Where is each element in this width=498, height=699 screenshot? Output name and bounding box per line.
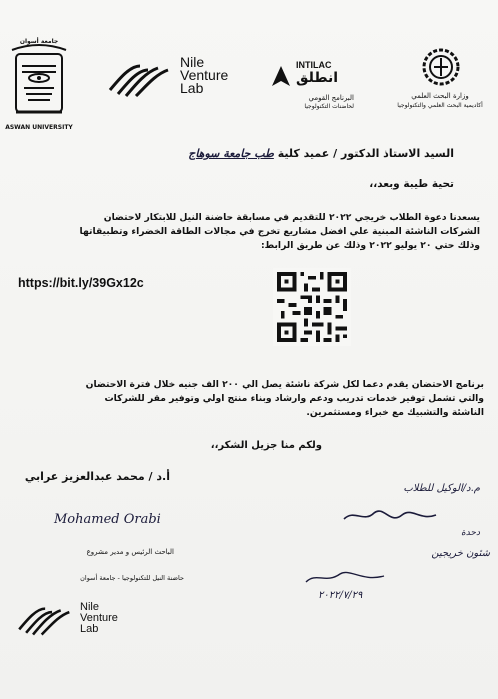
annotation-note-3: شئون خريجين bbox=[431, 548, 490, 559]
qr-code-icon[interactable] bbox=[272, 268, 352, 346]
footer-nvl-line3: Lab bbox=[80, 623, 99, 635]
annotation-note-1: م.د/الوكيل للطلاب bbox=[403, 483, 480, 494]
footer-nvl-logo bbox=[14, 600, 144, 642]
academy-line1: وزارة البحث العلمي bbox=[411, 92, 469, 100]
annotation-date: ٢٠٢٢/٧/٢٩ bbox=[318, 590, 363, 601]
recipient-handwritten: طب جامعة سوهاج bbox=[188, 147, 274, 160]
recipient-prefix: السيد الاستاذ الدكتور / عميد كلية bbox=[277, 147, 454, 160]
intilac-logo bbox=[268, 58, 368, 114]
aswan-name-ar: جامعة أسوان bbox=[19, 38, 59, 45]
annotation-note-2: دحدة bbox=[460, 528, 480, 538]
intilac-rocket-icon bbox=[268, 64, 294, 90]
intilac-sub1: البرنامج القومي bbox=[308, 94, 354, 102]
registration-link[interactable]: https://bit.ly/39Gx12c bbox=[18, 276, 144, 290]
para2-line1: برنامج الاحتضان يقدم دعما لكل شركة ناشئة يصل الي ٢٠٠ الف جنيه خلال فترة الاحتضان bbox=[85, 379, 484, 390]
para1-line1: يسعدنا دعوة الطلاب خريجي ٢٠٢٢ للتقديم في مسابقة حاضنة النيل للابتكار لاحتضان bbox=[103, 212, 480, 223]
nvl-line2: Venture bbox=[180, 67, 229, 83]
nvl-line1: Nile bbox=[180, 54, 205, 70]
academy-line2: أكاديمية البحث العلمي والتكنولوجيا bbox=[397, 102, 483, 109]
signatory-title-1: الباحث الرئيس و مدير مشروع bbox=[86, 548, 174, 556]
paragraph-2 bbox=[14, 378, 484, 420]
para1-line2: الشركات الناشئة المبنية علي افضل مشاريع تخرج في مجالات الطاقة الخضراء وتطبيقاتها bbox=[79, 226, 480, 237]
paragraph-1 bbox=[14, 211, 480, 253]
para2-line2: والتي تشمل توفير خدمات تدريب ودعم وارشاد وبناء منتج اولي وتوفير مقر للشركات bbox=[104, 393, 484, 404]
closing-line: ولكم منا جزيل الشكر،، bbox=[210, 440, 322, 451]
recipient-line bbox=[34, 147, 454, 160]
greeting: تحية طيبة وبعد،، bbox=[369, 178, 454, 190]
nile-venture-lab-logo bbox=[106, 56, 246, 106]
nvl-wave-icon bbox=[106, 56, 176, 100]
para2-line3: الناشئة والتشبيك مع خبراء ومستثمرين. bbox=[306, 407, 484, 418]
intilac-brand-en: INTILAC bbox=[296, 60, 332, 70]
aswan-emblem-icon bbox=[4, 38, 74, 138]
para1-line3: وذلك حتي ٢٠ يوليو ٢٠٢٢ وذلك عن طريق الرابط: bbox=[260, 240, 480, 251]
aswan-name-en: ASWAN UNIVERSITY bbox=[5, 124, 73, 131]
footer-nvl-line2: Venture bbox=[80, 612, 118, 624]
initials-scribble-icon bbox=[300, 568, 390, 588]
signatory-name: أ.د / محمد عبدالعزيز عرابي bbox=[24, 470, 170, 483]
signature-latin: Mohamed Orabi bbox=[54, 512, 161, 527]
academy-logo bbox=[388, 46, 494, 118]
signatory-title-2: حاضنة النيل للتكنولوجيا - جامعة أسوان bbox=[80, 574, 184, 582]
intilac-brand-ar: انطلق bbox=[296, 70, 339, 86]
footer-nvl-line1: Nile bbox=[80, 601, 99, 613]
nvl-line3: Lab bbox=[180, 80, 204, 96]
aswan-university-logo bbox=[4, 38, 74, 138]
academy-gear-icon bbox=[420, 46, 462, 88]
intilac-sub2: لحاضنات التكنولوجيا bbox=[304, 103, 354, 110]
signature-scribble-icon bbox=[340, 505, 440, 529]
footer-nvl-wave-icon bbox=[14, 600, 78, 638]
